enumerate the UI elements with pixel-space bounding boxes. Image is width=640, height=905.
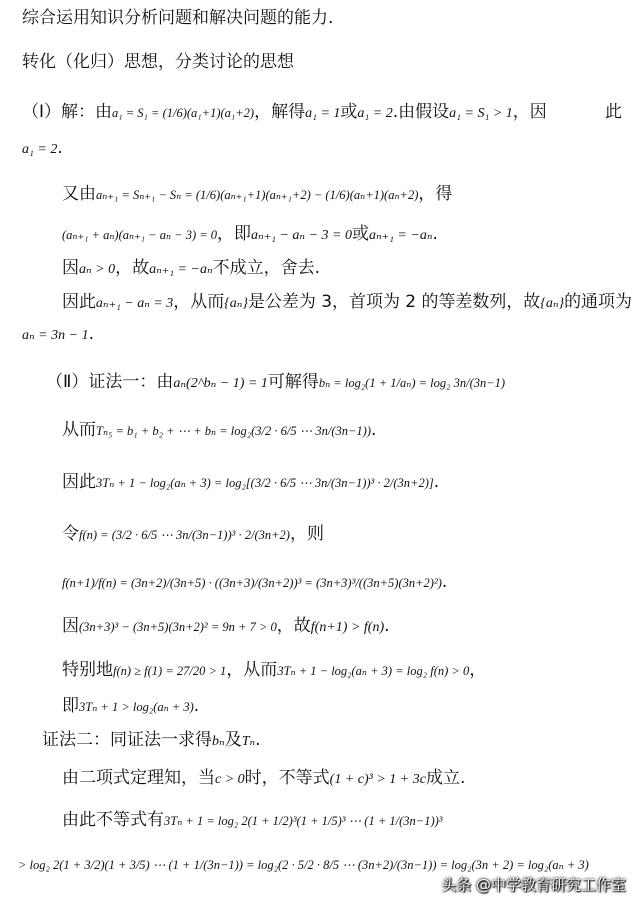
text-segment: 证法二：同证法一求得: [42, 730, 212, 750]
math-formula: (aₙ₊₁ + aₙ)(aₙ₊₁ − aₙ − 3) = 0: [62, 228, 218, 242]
math-formula: > log₂ 2(1 + 3/2)(1 + 3/5) ⋯ (1 + 1/(3n−1)) = log₂(2 · 5/2 · 8/5 ⋯ (3n+2)/(3n−1)) = log₂(3n + 2) = log₂(aₙ + 3): [18, 858, 589, 872]
text-segment: 可解得: [267, 372, 319, 392]
text-segment: ，从而: [226, 660, 278, 680]
math-formula: 3Tₙ + 1 − log₂(aₙ + 3) = log₂[(3/2 · 6/5 ⋯ 3n/(3n−1))³ · 2/(3n+2)]: [96, 476, 434, 490]
math-formula: f(n) = (3/2 · 6/5 ⋯ 3n/(3n−1))³ · 2/(3n+2): [79, 528, 290, 542]
math-formula: aₙ₊₁ − aₙ − 3 = 0: [251, 228, 352, 243]
text-segment: .: [441, 572, 448, 592]
text-segment: 即: [62, 696, 79, 716]
math-formula: 3Tₙ + 1 − log₂(aₙ + 3) = log₂ f(n) > 0: [277, 664, 470, 678]
text-segment: 或: [340, 102, 358, 122]
text-line-l20: [62, 808, 443, 833]
text-segment: .由假设: [392, 102, 450, 122]
text-segment: ，则: [289, 524, 324, 544]
math-formula: Tₙ: [241, 734, 256, 749]
math-formula: Tₙ₅ = b₁ + b₂ + ⋯ + bₙ = log₂(3/2 · 6/5 ⋯ 3n/(3n−1)): [96, 424, 371, 438]
math-formula: (3n+3)³ − (3n+5)(3n+2)² = 9n + 7 > 0: [79, 620, 277, 634]
text-segment: ，因: [512, 102, 547, 122]
text-segment: ，得: [418, 184, 453, 204]
text-segment: 的通项为: [564, 292, 632, 312]
text-segment: .: [371, 420, 377, 440]
text-segment: 因此: [62, 472, 96, 492]
text-line-l7: [62, 256, 320, 282]
text-segment: .: [384, 616, 390, 636]
text-segment: 时，不等式: [244, 768, 330, 788]
text-line-l3: [22, 100, 547, 126]
math-formula: bₙ: [212, 734, 225, 749]
math-formula: aₙ₊₁ = −aₙ: [369, 228, 433, 243]
text-line-l13: [62, 522, 324, 547]
text-segment: 综合运用知识分析问题和解决问题的能力.: [22, 8, 334, 28]
text-segment: （Ⅱ）证法一：由: [46, 372, 174, 392]
text-segment: 又由: [62, 184, 96, 204]
text-segment: 及: [224, 730, 242, 750]
text-line-l6: [62, 222, 438, 248]
math-formula: aₙ(2^bₙ − 1) = 1: [173, 376, 268, 391]
watermark: 头条 @中学教育研究工作室: [441, 876, 626, 894]
text-line-l4: [22, 136, 63, 162]
math-formula: 3Tₙ + 1 > log₂(aₙ + 3): [79, 700, 194, 714]
math-formula: aₙ₊₁ = Sₙ₊₁ − Sₙ = (1/6)(aₙ₊₁+1)(aₙ₊₁+2) − (1/6)(aₙ+1)(aₙ+2): [96, 188, 419, 202]
math-formula: {aₙ}: [540, 296, 565, 311]
text-segment: 特别地: [62, 660, 113, 680]
math-formula: aₙ = 3n − 1: [22, 328, 89, 343]
math-formula: (1 + c)³ > 1 + 3c: [329, 772, 426, 787]
text-line-l12: [62, 470, 439, 495]
math-formula: a₁ = 2: [22, 142, 58, 157]
text-segment: ，: [469, 660, 487, 680]
text-segment: 转化（化归）思想，分类讨论的思想: [22, 52, 294, 72]
text-line-l9: [22, 322, 94, 348]
text-line-l11: [62, 418, 376, 443]
text-line-l5: [62, 182, 452, 207]
text-segment: .: [57, 138, 63, 158]
math-formula: c > 0: [215, 772, 245, 787]
text-segment: 成立.: [425, 768, 466, 788]
text-line-l10: [46, 370, 505, 396]
text-line-l14: [62, 570, 447, 595]
text-segment: 从而: [62, 420, 96, 440]
text-segment: 因: [62, 258, 79, 278]
text-segment: .: [255, 730, 261, 750]
text-segment: 由此不等式有: [62, 810, 164, 830]
text-segment: （Ⅰ）解：由: [22, 102, 113, 122]
text-segment: .: [193, 696, 200, 716]
text-line-l3b: [605, 100, 622, 124]
text-segment: 或: [352, 224, 369, 244]
text-segment: 是公差为 3，首项为 2 的等差数列，故: [248, 292, 541, 312]
math-formula: aₙ₊₁ = −aₙ: [149, 262, 213, 277]
text-segment: ，故: [276, 616, 311, 636]
text-segment: ，从而: [173, 292, 225, 312]
text-segment: 此: [605, 102, 622, 122]
math-formula: a₁ = 2: [357, 106, 393, 121]
text-segment: 因: [62, 616, 79, 636]
math-formula: a₁ = S₁ > 1: [449, 106, 513, 121]
text-segment: .: [433, 472, 440, 492]
text-segment: 由二项式定理知，当: [62, 768, 215, 788]
text-segment: ，故: [115, 258, 150, 278]
text-line-l17: [62, 694, 199, 719]
math-formula: f(n) ≥ f(1) = 27/20 > 1: [113, 664, 227, 678]
math-formula: aₙ > 0: [79, 262, 116, 277]
text-segment: 因此: [62, 292, 96, 312]
math-formula: aₙ₊₁ − aₙ = 3: [95, 296, 174, 311]
text-line-l15: [62, 614, 390, 640]
text-line-l18: [42, 728, 261, 754]
math-formula: f(n+1)/f(n) = (3n+2)/(3n+5) · ((3n+3)/(3n+2))³ = (3n+3)³/((3n+5)(3n+2)²): [62, 576, 442, 590]
text-segment: ，即: [217, 224, 252, 244]
text-segment: 不成立，舍去.: [212, 258, 321, 278]
text-line-l1: [22, 6, 333, 30]
math-formula: f(n+1) > f(n): [310, 620, 385, 635]
math-formula: bₙ = log₂(1 + 1/aₙ) = log₂ 3n/(3n−1): [318, 376, 506, 390]
text-line-l8: [62, 290, 632, 316]
math-formula: a₁ = 1: [305, 106, 341, 121]
text-segment: .: [432, 224, 438, 244]
text-segment: ，解得: [254, 102, 306, 122]
text-segment: 令: [62, 524, 79, 544]
text-line-l16: [62, 658, 486, 683]
math-formula: a₁ = S₁ = (1/6)(a₁+1)(a₁+2): [112, 106, 255, 120]
text-line-l2: [22, 50, 294, 74]
math-formula: {aₙ}: [224, 296, 249, 311]
text-line-l19: [62, 766, 465, 792]
text-segment: .: [88, 324, 94, 344]
math-formula: 3Tₙ + 1 = log₂ 2(1 + 1/2)³(1 + 1/5)³ ⋯ (1 + 1/(3n−1))³: [164, 814, 443, 828]
